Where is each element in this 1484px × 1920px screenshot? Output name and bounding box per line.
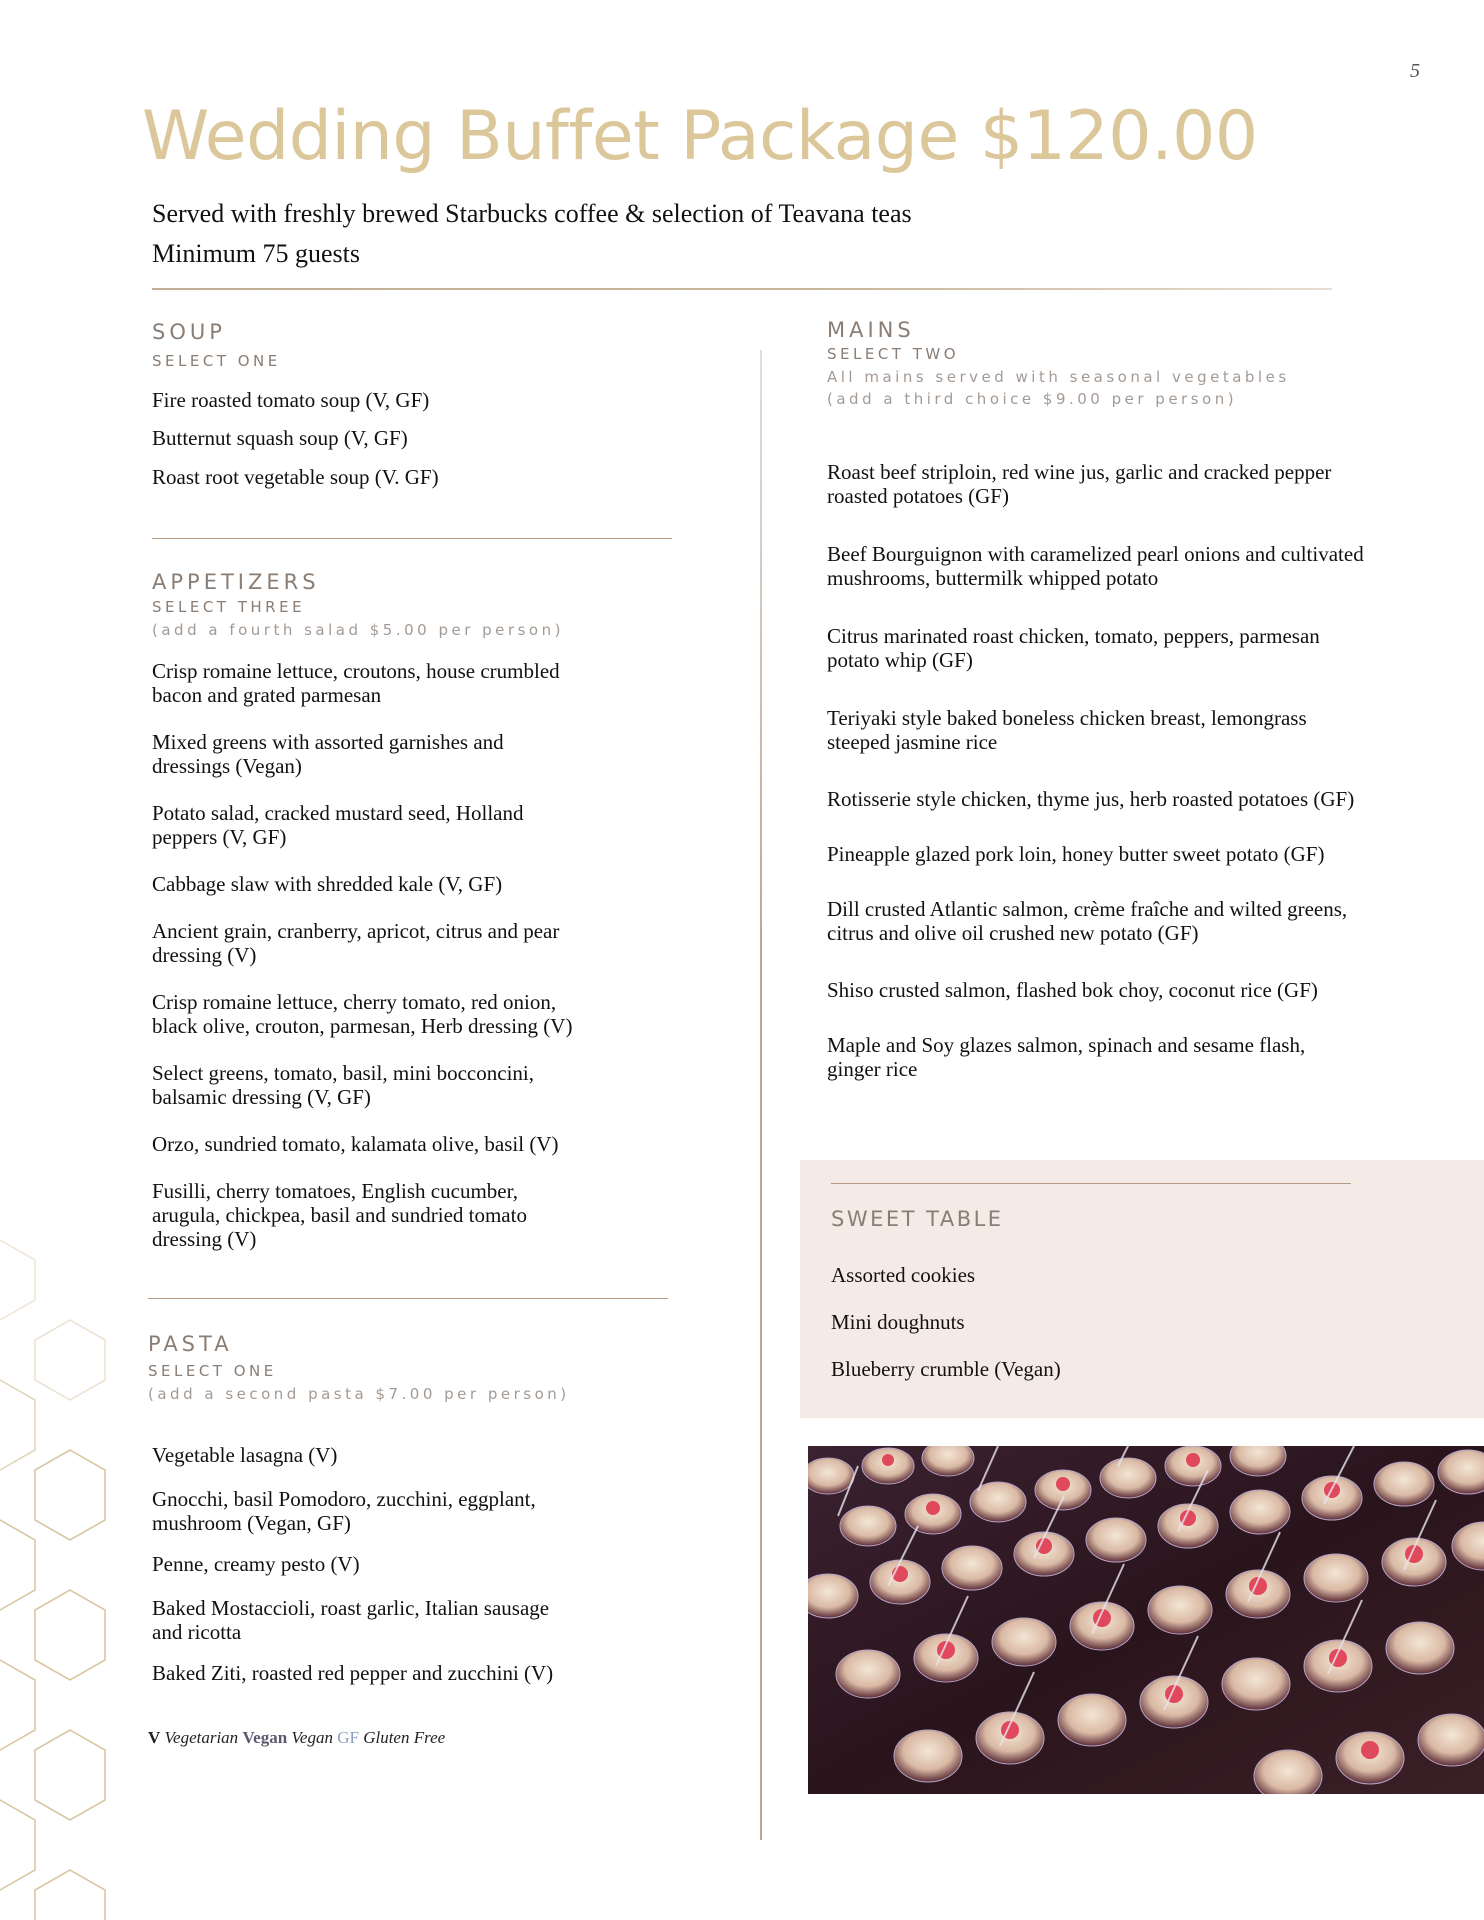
page-title: Wedding Buffet Package $120.00: [142, 97, 1258, 176]
pasta-item: Baked Mostaccioli, roast garlic, Italian sausage and ricotta: [152, 1596, 550, 1644]
main-item: Roast beef striploin, red wine jus, garlic and cracked pepper roasted potatoes (GF): [827, 460, 1332, 508]
dessert-cups-photo: [808, 1446, 1484, 1794]
main-item: Rotisserie style chicken, thyme jus, herb roasted potatoes (GF): [827, 787, 1355, 811]
appetizer-item: Orzo, sundried tomato, kalamata olive, basil (V): [152, 1132, 559, 1156]
sweet-table-heading: SWEET TABLE: [831, 1207, 1004, 1231]
sweet-item: Assorted cookies: [831, 1263, 976, 1287]
soup-select-note: SELECT ONE: [152, 352, 281, 370]
section-divider: [152, 538, 672, 539]
pasta-item: Gnocchi, basil Pomodoro, zucchini, eggplant, mushroom (Vegan, GF): [152, 1487, 536, 1535]
hexagon-pattern-decoration: [0, 1240, 120, 1920]
appetizer-item: Ancient grain, cranberry, apricot, citrus and pear dressing (V): [152, 919, 560, 967]
main-item: Pineapple glazed pork loin, honey butter sweet potato (GF): [827, 842, 1325, 866]
mains-vegetables-note: All mains served with seasonal vegetables: [827, 368, 1290, 386]
main-item: Maple and Soy glazes salmon, spinach and sesame flash, ginger rice: [827, 1033, 1306, 1081]
appetizer-item: Fusilli, cherry tomatoes, English cucumber, arugula, chickpea, basil and sundried tomato dressing (V): [152, 1179, 527, 1251]
sweet-item: Mini doughnuts: [831, 1310, 965, 1334]
appetizers-select-note: SELECT THREE: [152, 598, 306, 616]
dessert-cups-illustration: [808, 1446, 1484, 1794]
pasta-select-note: SELECT ONE: [148, 1362, 277, 1380]
main-item: Shiso crusted salmon, flashed bok choy, coconut rice (GF): [827, 978, 1318, 1002]
main-item: Teriyaki style baked boneless chicken breast, lemongrass steeped jasmine rice: [827, 706, 1307, 754]
pasta-heading: PASTA: [148, 1332, 233, 1356]
sweet-item: Blueberry crumble (Vegan): [831, 1357, 1061, 1381]
dietary-legend: [148, 1728, 748, 1748]
appetizer-item: Crisp romaine lettuce, cherry tomato, red onion, black olive, crouton, parmesan, Herb dressing (V): [152, 990, 573, 1038]
vegetarian-mark: V: [148, 1728, 161, 1747]
main-item: Dill crusted Atlantic salmon, crème fraîche and wilted greens, citrus and olive oil crushed new potato (GF): [827, 897, 1348, 945]
gluten-free-mark: GF: [337, 1728, 359, 1747]
sweet-table-divider: [831, 1183, 1351, 1184]
main-item: Citrus marinated roast chicken, tomato, peppers, parmesan potato whip (GF): [827, 624, 1320, 672]
appetizers-heading: APPETIZERS: [152, 570, 320, 594]
pasta-item: Baked Ziti, roasted red pepper and zucchini (V): [152, 1661, 554, 1685]
soup-item: Fire roasted tomato soup (V, GF): [152, 388, 430, 412]
soup-item: Butternut squash soup (V, GF): [152, 426, 408, 450]
page-number: 5: [1410, 60, 1420, 82]
pasta-price-note: (add a second pasta $7.00 per person): [148, 1385, 570, 1403]
main-item: Beef Bourguignon with caramelized pearl onions and cultivated mushrooms, buttermilk whipped potato: [827, 542, 1364, 590]
pasta-item: Penne, creamy pesto (V): [152, 1552, 360, 1576]
vegan-label: Vegan: [291, 1728, 333, 1747]
column-divider: [760, 350, 762, 1840]
appetizer-item: Mixed greens with assorted garnishes and dressings (Vegan): [152, 730, 504, 778]
minimum-guests-note: Minimum 75 guests: [152, 239, 361, 268]
pasta-item: Vegetable lasagna (V): [152, 1443, 338, 1467]
soup-item: Roast root vegetable soup (V. GF): [152, 465, 439, 489]
mains-heading: MAINS: [827, 318, 915, 342]
section-divider: [148, 1298, 668, 1299]
gluten-free-label: Gluten Free: [363, 1728, 446, 1747]
appetizer-item: Crisp romaine lettuce, croutons, house crumbled bacon and grated parmesan: [152, 659, 560, 707]
appetizers-price-note: (add a fourth salad $5.00 per person): [152, 621, 564, 639]
soup-heading: SOUP: [152, 320, 226, 344]
vegan-mark: Vegan: [242, 1728, 288, 1747]
vegetarian-label: Vegetarian: [164, 1728, 239, 1747]
header-divider: [152, 288, 1332, 290]
appetizer-item: Cabbage slaw with shredded kale (V, GF): [152, 872, 503, 896]
appetizer-item: Select greens, tomato, basil, mini bocconcini, balsamic dressing (V, GF): [152, 1061, 534, 1109]
mains-select-note: SELECT TWO: [827, 345, 960, 363]
service-note: Served with freshly brewed Starbucks coffee & selection of Teavana teas: [152, 199, 912, 228]
appetizer-item: Potato salad, cracked mustard seed, Holland peppers (V, GF): [152, 801, 524, 849]
mains-price-note: (add a third choice $9.00 per person): [827, 390, 1238, 408]
